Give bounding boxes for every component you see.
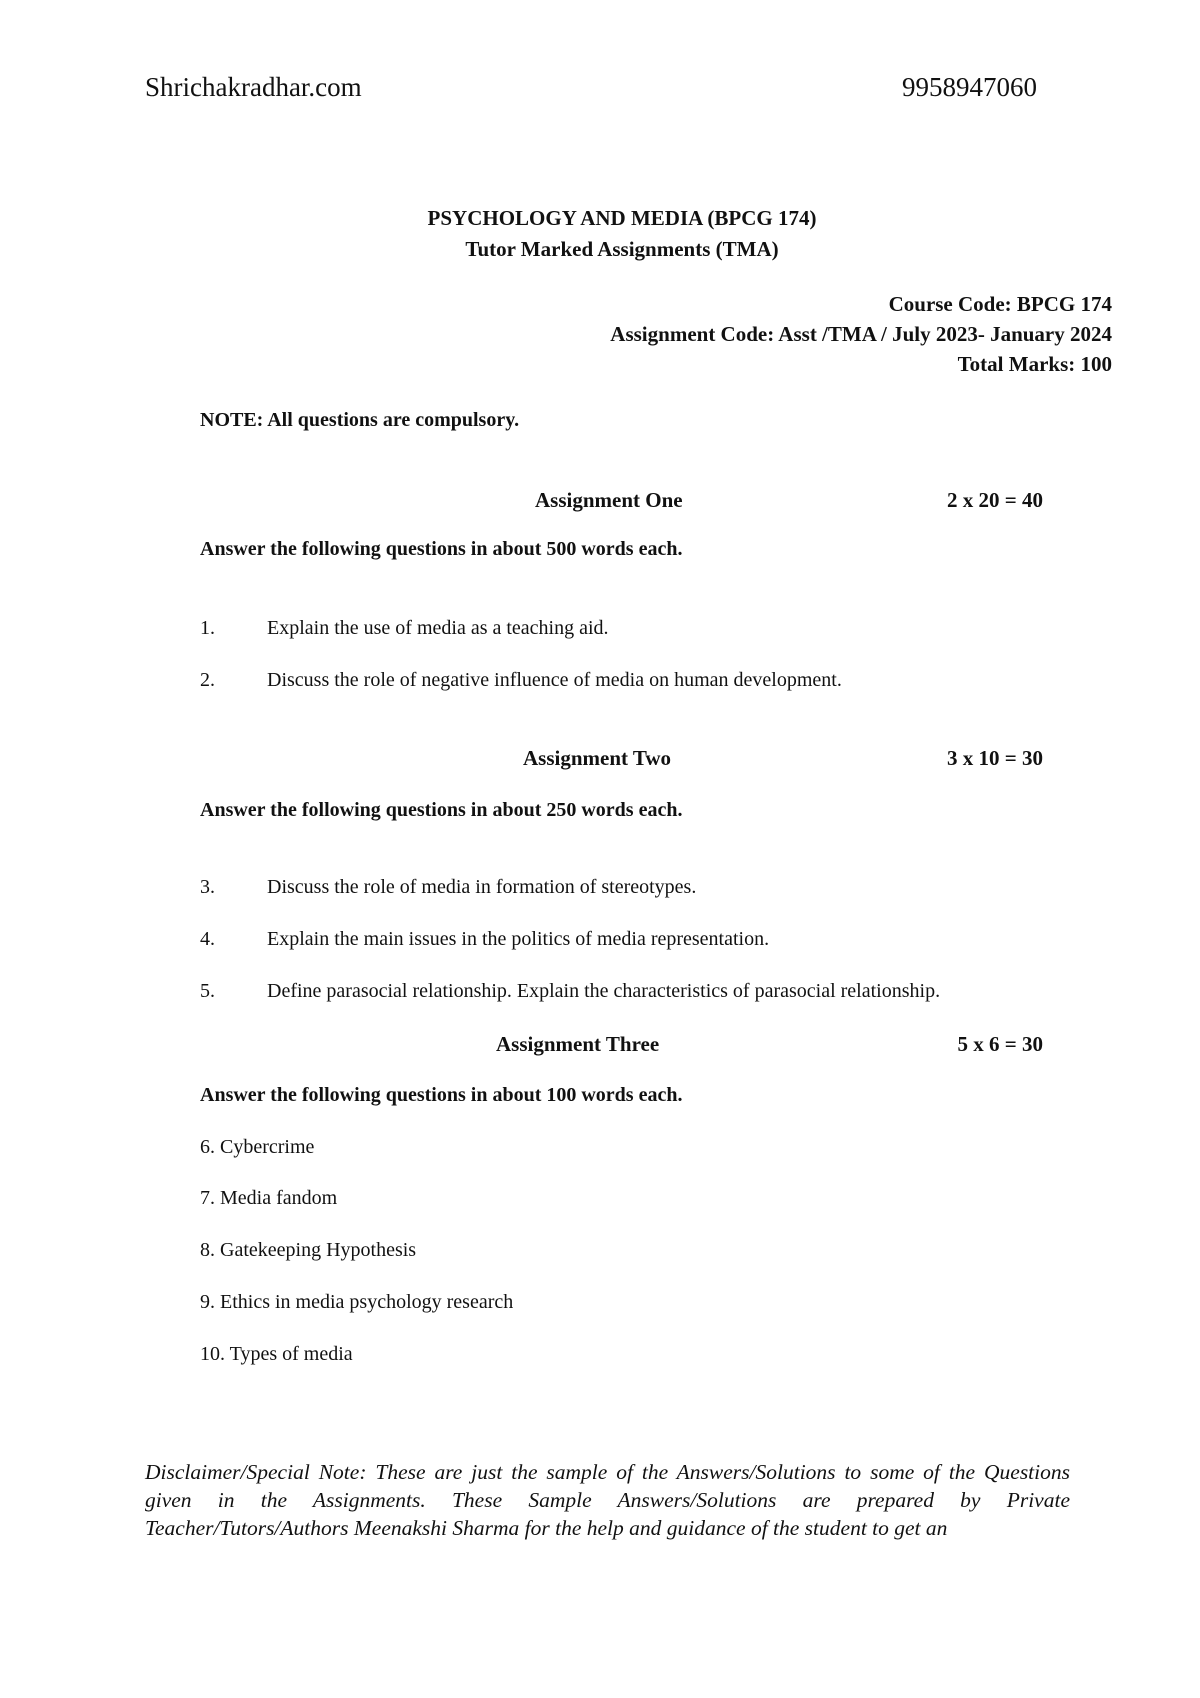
document-title: PSYCHOLOGY AND MEDIA (BPCG 174)	[427, 206, 817, 230]
short-question: 7. Media fandom	[200, 1187, 338, 1209]
note: NOTE: All questions are compulsory.	[200, 409, 520, 431]
question-number: 1.	[200, 617, 215, 639]
total-marks: Total Marks: 100	[957, 352, 1112, 376]
short-question: 10. Types of media	[200, 1343, 353, 1365]
document-subtitle: Tutor Marked Assignments (TMA)	[465, 237, 779, 261]
section-instruction: Answer the following questions in about 100 words each.	[200, 1084, 683, 1106]
section-marks: 5 x 6 = 30	[957, 1032, 1043, 1056]
question-number: 3.	[200, 876, 215, 898]
question-number: 5.	[200, 980, 215, 1002]
section-marks: 3 x 10 = 30	[947, 746, 1043, 770]
short-question: 8. Gatekeeping Hypothesis	[200, 1239, 417, 1261]
section-instruction: Answer the following questions in about 250 words each.	[200, 799, 683, 821]
question-text: Define parasocial relationship. Explain the characteristics of parasocial relationship.	[267, 980, 941, 1002]
question-text: Discuss the role of media in formation of stereotypes.	[267, 876, 697, 898]
question-text: Explain the main issues in the politics of media representation.	[267, 928, 770, 950]
section-heading: Assignment One	[535, 488, 683, 512]
question-text: Discuss the role of negative influence of media on human development.	[267, 669, 842, 691]
site-name: Shrichakradhar.com	[145, 72, 362, 102]
section-marks: 2 x 20 = 40	[947, 488, 1043, 512]
section-heading: Assignment Three	[496, 1032, 660, 1056]
question-text: Explain the use of media as a teaching aid.	[267, 617, 609, 639]
short-question: 9. Ethics in media psychology research	[200, 1291, 514, 1313]
phone-number: 9958947060	[902, 72, 1037, 102]
question-number: 2.	[200, 669, 215, 691]
assignment-code: Assignment Code: Asst /TMA / July 2023- January 2024	[610, 322, 1112, 346]
section-heading: Assignment Two	[523, 746, 671, 770]
question-number: 4.	[200, 928, 215, 950]
section-instruction: Answer the following questions in about 500 words each.	[200, 538, 683, 560]
disclaimer: Disclaimer/Special Note: These are just the sample of the Answers/Solutions to some of the Questions given in the Assignments. These Sample Answers/Solutions are prepared by Private Teacher/Tutors/Authors Meenakshi Sharma for the help and guidance of the student to get an	[145, 1460, 1070, 1540]
short-question: 6. Cybercrime	[200, 1136, 315, 1158]
course-code: Course Code: BPCG 174	[888, 292, 1112, 316]
